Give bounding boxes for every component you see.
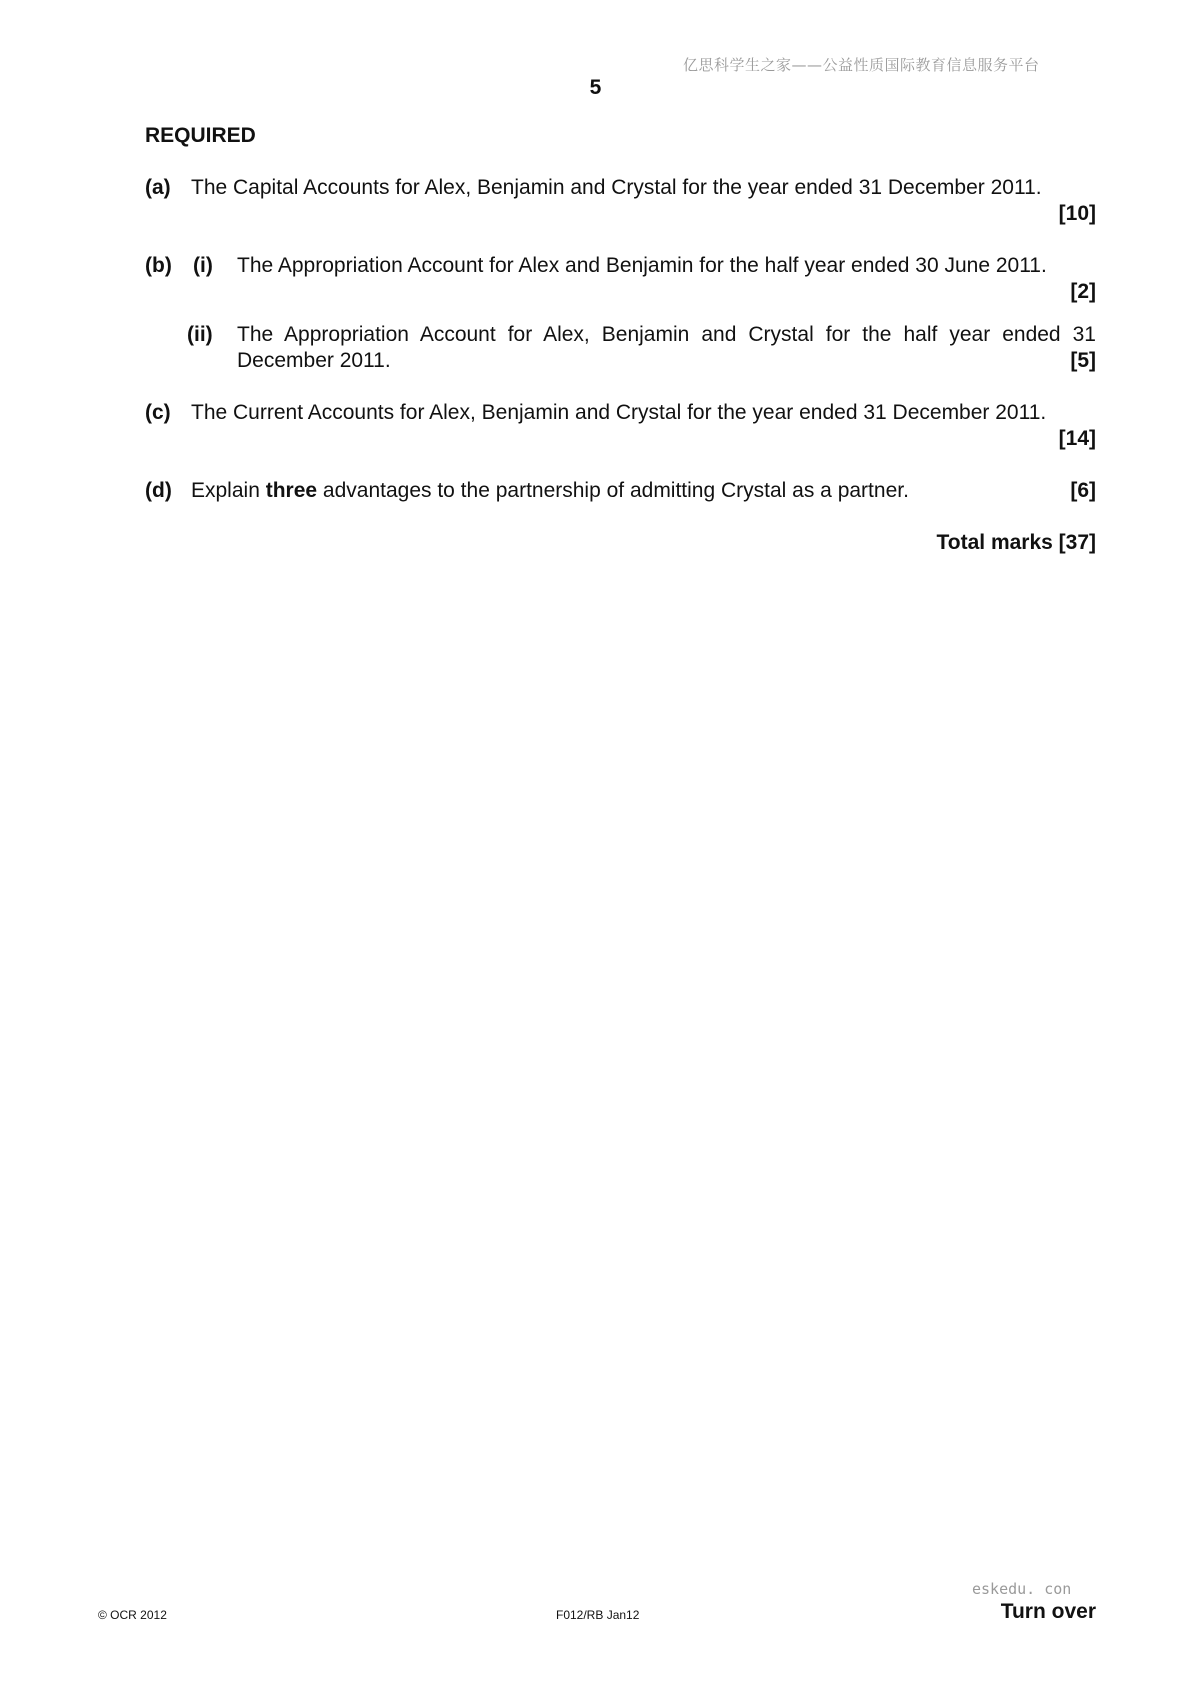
question-b-ii-label: (ii) [187,323,213,346]
question-a-marks: [10] [1058,202,1096,225]
question-d-label: (d) [145,479,172,502]
question-b-ii-text: The Appropriation Account for Alex, Benjamin and Crystal for the half year ended 31 December 2011. [237,323,1096,372]
question-c-marks: [14] [1058,427,1096,450]
question-d-marks: [6] [1070,479,1096,502]
question-c-label: (c) [145,401,171,424]
required-heading: REQUIRED [145,124,256,147]
page-number: 5 [589,76,602,99]
footer-watermark: eskedu. con [972,1580,1072,1598]
question-c-text: The Current Accounts for Alex, Benjamin and Crystal for the year ended 31 December 2011. [191,401,1047,424]
question-d-text-before: Explain [191,479,266,502]
question-b-label: (b) [145,254,172,277]
question-b-i-text: The Appropriation Account for Alex and Benjamin for the half year ended 30 June 2011. [237,254,1047,277]
question-d-text-bold: three [265,479,318,502]
total-marks: Total marks [37] [936,531,1096,554]
question-b-i-label: (i) [193,254,213,277]
question-a-text: The Capital Accounts for Alex, Benjamin and Crystal for the year ended 31 December 2011. [191,176,1042,199]
footer-copyright: © OCR 2012 [98,1608,167,1622]
question-a-label: (a) [145,176,171,199]
turn-over-label: Turn over [1000,1600,1096,1623]
question-d-text-after: advantages to the partnership of admitting Crystal as a partner. [317,479,909,502]
question-d-text [191,478,909,504]
question-b-i-marks: [2] [1070,280,1096,303]
question-b-ii-marks: [5] [1070,349,1096,372]
header-watermark: 亿思科学生之家——公益性质国际教育信息服务平台 [683,56,1040,74]
footer-paper-code: F012/RB Jan12 [556,1608,640,1622]
